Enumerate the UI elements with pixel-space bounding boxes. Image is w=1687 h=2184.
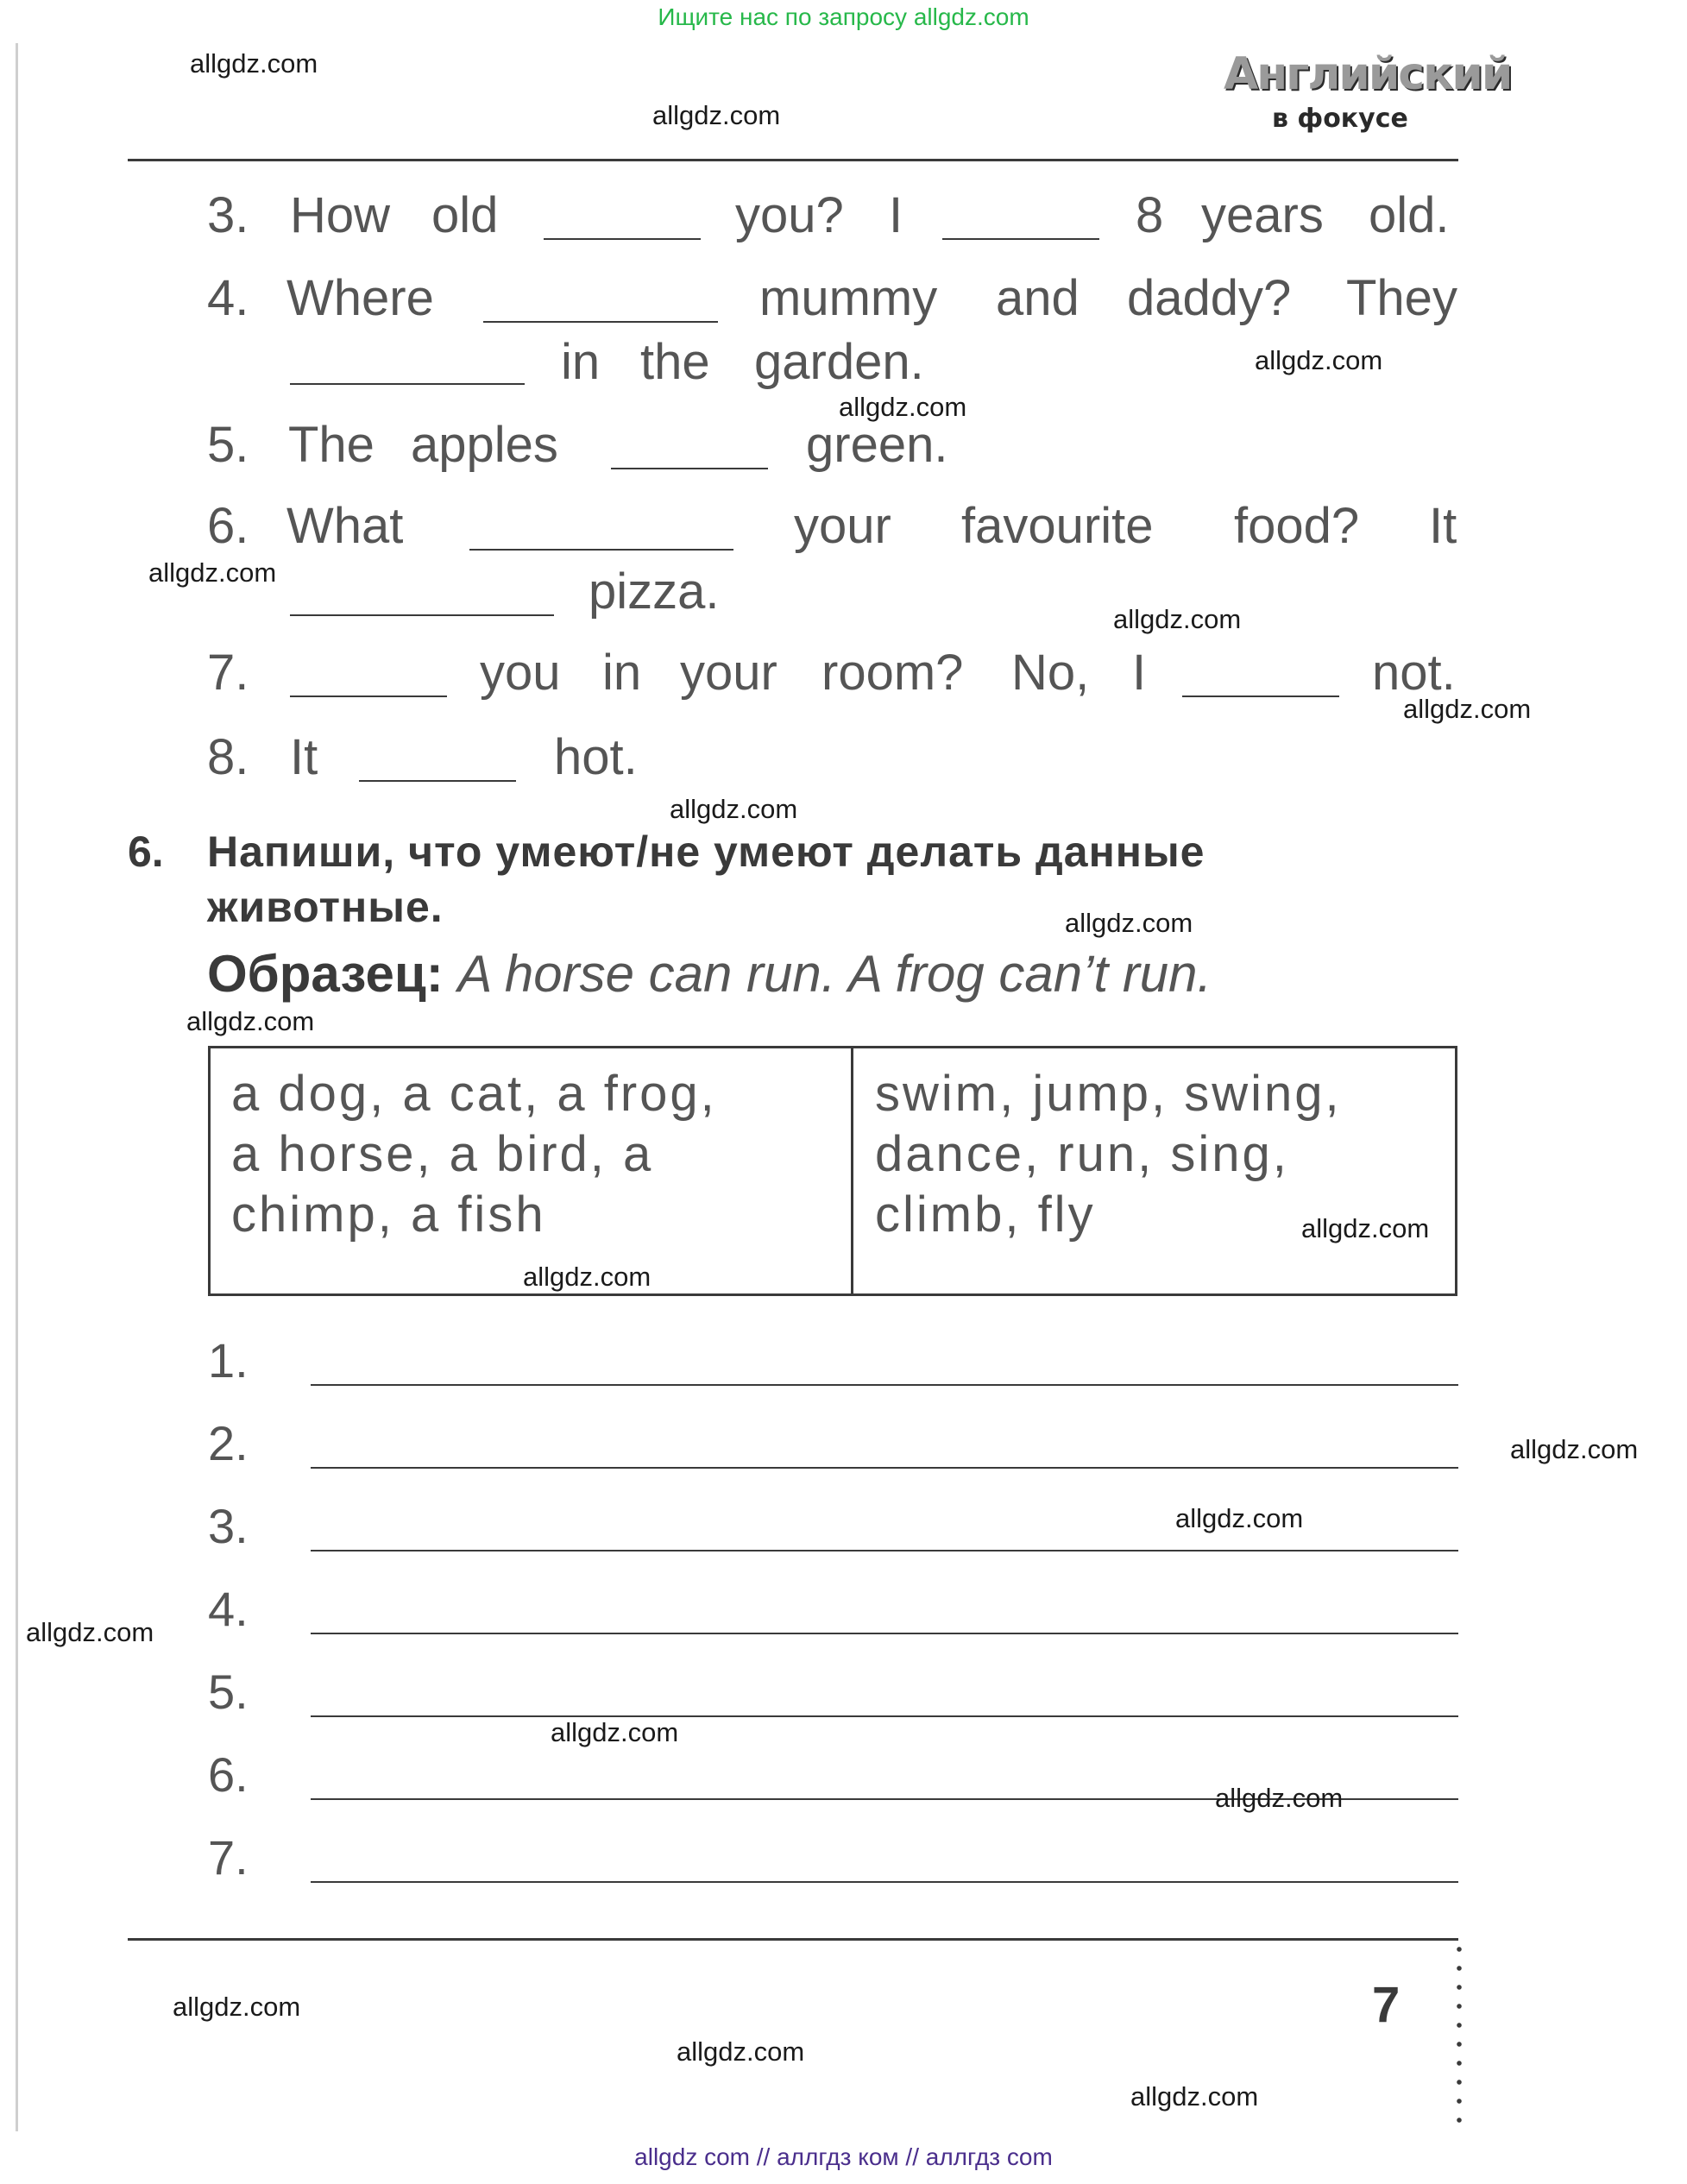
word: I	[889, 187, 903, 243]
answer-number: 5.	[208, 1665, 249, 1719]
actions-line: swim, jump, swing,	[875, 1066, 1342, 1122]
dotted-edge	[1457, 1940, 1462, 2131]
word: in	[561, 334, 601, 390]
watermark: allgdz.com	[186, 1006, 315, 1036]
watermark: allgdz.com	[1255, 345, 1383, 375]
watermark: allgdz.com	[839, 392, 967, 422]
watermark: allgdz.com	[523, 1262, 652, 1292]
watermark: allgdz.com	[1301, 1213, 1430, 1243]
animals-line: a dog, a cat, a frog,	[231, 1066, 717, 1122]
watermark: allgdz.com	[1175, 1503, 1304, 1533]
watermark: allgdz.com	[26, 1617, 154, 1647]
page-edge	[16, 43, 18, 2131]
watermark: allgdz.com	[670, 794, 798, 824]
table-divider	[851, 1048, 853, 1293]
item-number: 3.	[207, 187, 249, 243]
word: What	[286, 498, 404, 554]
watermark: allgdz.com	[1113, 604, 1242, 634]
word: hot.	[554, 729, 638, 785]
watermark: allgdz.com	[148, 557, 277, 588]
watermark: allgdz.com	[190, 48, 318, 79]
watermark: allgdz.com	[1130, 2081, 1259, 2112]
word: room?	[821, 645, 964, 701]
answer-line[interactable]	[311, 1467, 1458, 1469]
word: old.	[1369, 187, 1450, 243]
word: It	[290, 729, 318, 785]
item-number: 7.	[207, 645, 249, 701]
animals-line: chimp, a fish	[231, 1186, 546, 1243]
watermark: allgdz.com	[1510, 1434, 1639, 1464]
page-number: 7	[1372, 1977, 1401, 2033]
word: years	[1201, 187, 1324, 243]
answer-blank[interactable]	[942, 238, 1099, 240]
word: not.	[1372, 645, 1456, 701]
answer-line[interactable]	[311, 1384, 1458, 1386]
word: daddy?	[1127, 270, 1292, 326]
word: mummy	[759, 270, 938, 326]
task-instruction: Напиши, что умеют/не умеют делать данные	[207, 828, 1205, 876]
watermark: allgdz.com	[173, 1992, 301, 2022]
animals-line: a horse, a bird, a	[231, 1126, 654, 1182]
word: No,	[1011, 645, 1090, 701]
footer-links[interactable]: allgdz com // аллгдз ком // аллгдз com	[634, 2143, 1053, 2170]
sample-sentence	[207, 944, 1212, 1004]
word: It	[1429, 498, 1457, 554]
word-table	[208, 1046, 1457, 1296]
watermark: allgdz.com	[1065, 908, 1193, 938]
answer-line[interactable]	[311, 1550, 1458, 1551]
watermark: allgdz.com	[1403, 694, 1532, 724]
answer-blank[interactable]	[483, 321, 718, 323]
answer-number: 1.	[208, 1333, 249, 1388]
item-number: 4.	[207, 270, 249, 326]
exercise-number: 6.	[128, 828, 164, 876]
item-number: 8.	[207, 729, 249, 785]
logo-title: Английский	[1224, 48, 1512, 100]
task-instruction-cont: животные.	[207, 883, 444, 931]
word: How	[290, 187, 391, 243]
sample-label: Образец:	[207, 945, 444, 1003]
answer-blank[interactable]	[290, 383, 525, 385]
logo-subtitle: в фокусе	[1272, 104, 1408, 134]
answer-number: 2.	[208, 1416, 249, 1470]
sample-text: A horse can run. A frog can’t run.	[457, 945, 1212, 1003]
word: I	[1132, 645, 1147, 701]
answer-line[interactable]	[311, 1633, 1458, 1634]
item-number: 6.	[207, 498, 249, 554]
promo-banner[interactable]: Ищите нас по запросу allgdz.com	[658, 3, 1029, 30]
watermark: allgdz.com	[677, 2036, 805, 2067]
word: pizza.	[589, 563, 720, 620]
word: apples	[411, 417, 558, 473]
answer-number: 7.	[208, 1830, 249, 1885]
header-rule	[128, 159, 1458, 161]
word: the	[640, 334, 710, 390]
word: green.	[806, 417, 948, 473]
word: favourite	[961, 498, 1154, 554]
answer-blank[interactable]	[544, 238, 701, 240]
answer-number: 4.	[208, 1582, 249, 1636]
answer-blank[interactable]	[290, 695, 447, 697]
word: you?	[735, 187, 844, 243]
answer-blank[interactable]	[359, 780, 516, 782]
answer-blank[interactable]	[290, 614, 554, 616]
watermark: allgdz.com	[551, 1717, 679, 1747]
actions-line: dance, run, sing,	[875, 1126, 1289, 1182]
watermark: allgdz.com	[652, 100, 781, 130]
book-logo	[1224, 48, 1512, 143]
actions-line: climb, fly	[875, 1186, 1096, 1243]
word: Where	[286, 270, 434, 326]
word: They	[1346, 270, 1457, 326]
word: in	[602, 645, 642, 701]
answer-blank[interactable]	[1182, 695, 1339, 697]
answer-line[interactable]	[311, 1715, 1458, 1717]
word: garden.	[754, 334, 924, 390]
answer-number: 6.	[208, 1747, 249, 1802]
answer-line[interactable]	[311, 1881, 1458, 1883]
footer-rule	[128, 1938, 1458, 1941]
word: 8	[1136, 187, 1164, 243]
answer-blank[interactable]	[611, 468, 768, 469]
watermark: allgdz.com	[1215, 1783, 1344, 1813]
word: your	[680, 645, 777, 701]
word: old	[431, 187, 499, 243]
word: you	[480, 645, 561, 701]
word: and	[996, 270, 1080, 326]
answer-blank[interactable]	[469, 549, 733, 551]
answer-number: 3.	[208, 1499, 249, 1553]
word: The	[288, 417, 375, 473]
item-number: 5.	[207, 417, 249, 473]
word: your	[794, 498, 891, 554]
word: food?	[1234, 498, 1360, 554]
